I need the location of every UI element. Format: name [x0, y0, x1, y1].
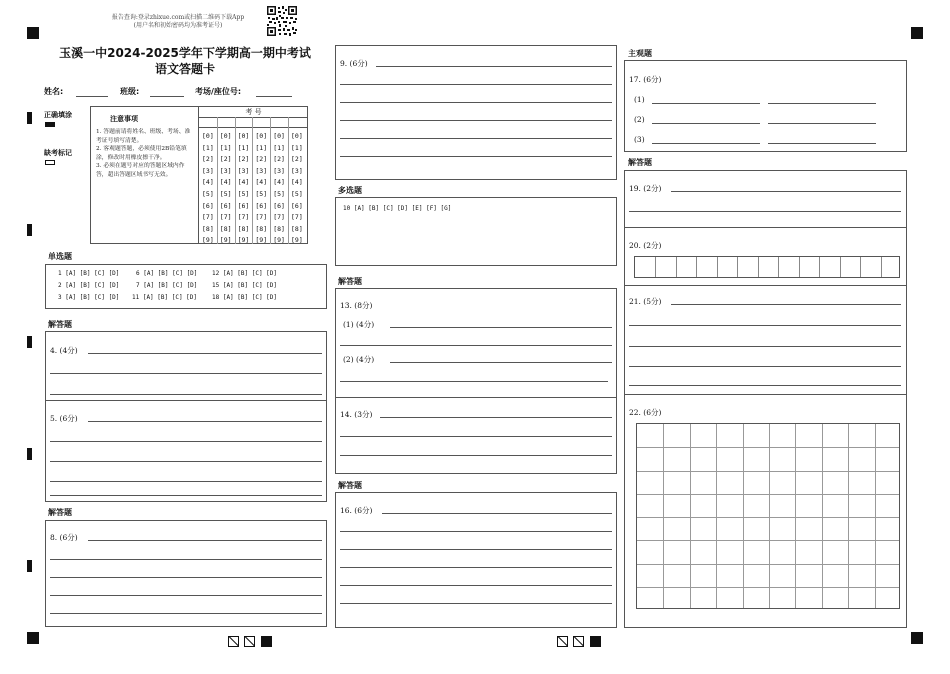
- exam-number-digit-bubble[interactable]: [0]: [291, 132, 303, 140]
- student-info-row: [44, 86, 63, 97]
- grid-line: [860, 257, 861, 277]
- answer-section-title: 解答题: [628, 158, 652, 167]
- grid-line: [795, 424, 796, 608]
- class-label: 班级:: [120, 87, 140, 96]
- name-field[interactable]: [76, 96, 108, 97]
- answer-line[interactable]: [382, 513, 612, 514]
- note-item: 2. 客观题答题，必须使用2B铅笔填涂，修改时用橡皮擦干净。: [96, 146, 187, 161]
- answer-line[interactable]: [652, 143, 760, 144]
- question-16-label: 16. (6分): [340, 506, 373, 515]
- question-17-1-label: (1): [634, 95, 645, 104]
- grid-line: [637, 540, 899, 541]
- exam-number-digit-bubble[interactable]: [0]: [202, 132, 214, 140]
- question-9-label: 9. (6分): [340, 59, 368, 68]
- report-notice-line1: 报告查询:登录zhixue.com或扫描二维码下载App: [111, 14, 245, 21]
- multi-choice-title: 多选题: [338, 186, 362, 195]
- exam-number-digit-bubble[interactable]: [5]: [255, 189, 268, 198]
- exam-number-digit-bubble[interactable]: [3]: [291, 166, 303, 175]
- answer-section-title: 解答题: [48, 320, 72, 329]
- exam-number-digit-bubble[interactable]: [1]: [237, 143, 250, 152]
- grid-line: [655, 257, 656, 277]
- question-8-label: 8. (6分): [50, 533, 78, 542]
- grid-line: [822, 424, 823, 608]
- answer-section-title: 解答题: [48, 508, 72, 517]
- exam-number-column-divider: [288, 117, 289, 244]
- answer-line[interactable]: [340, 102, 612, 103]
- answer-line[interactable]: [88, 353, 322, 354]
- single-choice-option[interactable]: 12 [A] [B] [C] [D]: [212, 270, 278, 277]
- question-14-label: 14. (3分): [340, 410, 373, 419]
- exam-number-label-line: [199, 117, 308, 118]
- question-17-2-label: (2): [634, 115, 645, 124]
- question-divider: [624, 227, 907, 228]
- exam-number-digit-bubble[interactable]: [6]: [255, 201, 268, 210]
- answer-line[interactable]: [340, 436, 612, 437]
- page-mark-filled: [261, 636, 272, 647]
- correct-fill-sample: [45, 122, 55, 127]
- room-seat-field[interactable]: [256, 96, 292, 97]
- exam-number-digit-bubble[interactable]: [1]: [219, 143, 232, 152]
- exam-number-digit-bubble[interactable]: [4]: [237, 178, 250, 187]
- answer-box-q8: [45, 520, 327, 627]
- exam-number-digit-bubble[interactable]: [3]: [219, 166, 232, 175]
- exam-number-digit-bubble[interactable]: [6]: [237, 201, 250, 210]
- question-17-label: 17. (6分): [629, 75, 662, 84]
- question-divider: [45, 400, 327, 401]
- exam-number-digit-bubble[interactable]: [8]: [273, 224, 285, 233]
- grid-line: [637, 564, 899, 565]
- exam-number-digit-bubble[interactable]: [7]: [202, 213, 214, 222]
- page-mark-crossed: [244, 636, 255, 647]
- exam-number-digit-bubble[interactable]: [9]: [202, 236, 214, 245]
- exam-number-digit-bubble[interactable]: [3]: [273, 166, 285, 175]
- grid-line: [637, 517, 899, 518]
- exam-number-digit-bubble[interactable]: [2]: [237, 155, 250, 164]
- answer-line[interactable]: [340, 603, 612, 604]
- sheet-title-main: 玉溪一中2024-2025学年下学期高一期中考试: [59, 46, 311, 60]
- exam-number-digit-bubble[interactable]: [7]: [273, 213, 285, 222]
- timing-bar: [27, 224, 32, 236]
- answer-box-q4-q5: [45, 331, 327, 502]
- exam-number-digit-bubble[interactable]: [4]: [273, 178, 285, 187]
- grid-line: [637, 447, 899, 448]
- question-divider: [624, 285, 907, 286]
- exam-number-digit-bubble[interactable]: [7]: [237, 213, 250, 222]
- grid-line: [637, 494, 899, 495]
- note-item: 1. 答题前请将姓名、班级、考场、准考证号填写清楚。: [96, 129, 191, 144]
- exam-number-digit-bubble[interactable]: [1]: [273, 143, 285, 152]
- exam-number-column-divider: [270, 117, 271, 244]
- exam-number-digit-bubble[interactable]: [7]: [219, 213, 232, 222]
- single-choice-title: 单选题: [48, 252, 72, 261]
- report-notice-line2: (用户名和初始密码均为准考证号): [133, 22, 223, 29]
- timing-bar: [27, 112, 32, 124]
- answer-line[interactable]: [768, 103, 876, 104]
- answer-line[interactable]: [376, 66, 612, 67]
- exam-number-column[interactable]: [291, 131, 303, 247]
- corner-mark-bottom-right: [911, 632, 923, 644]
- exam-number-digit-bubble[interactable]: [2]: [255, 155, 268, 164]
- exam-number-column[interactable]: [238, 131, 250, 247]
- page-mark-crossed: [228, 636, 239, 647]
- exam-number-digit-bubble[interactable]: [8]: [291, 224, 303, 233]
- exam-number-digit-bubble[interactable]: [6]: [291, 201, 303, 210]
- answer-line[interactable]: [629, 211, 901, 212]
- single-choice-option[interactable]: 18 [A] [B] [C] [D]: [212, 294, 278, 301]
- question-21-label: 21. (5分): [629, 297, 662, 306]
- question-divider: [624, 394, 907, 395]
- answer-line[interactable]: [340, 585, 612, 586]
- exam-number-digit-bubble[interactable]: [2]: [273, 155, 285, 164]
- grid-line: [799, 257, 800, 277]
- exam-number-column[interactable]: [255, 131, 267, 247]
- exam-number-digit-bubble[interactable]: [4]: [291, 178, 303, 187]
- single-choice-option[interactable]: 2 [A] [B] [C] [D]: [58, 282, 120, 289]
- answer-section-title: 解答题: [338, 277, 362, 286]
- exam-number-digit-bubble[interactable]: [7]: [291, 213, 303, 222]
- name-label: 姓名:: [44, 87, 64, 96]
- exam-number-digit-bubble[interactable]: [8]: [255, 224, 268, 233]
- grid-line: [676, 257, 677, 277]
- answer-line[interactable]: [629, 325, 901, 326]
- answer-line[interactable]: [340, 531, 612, 532]
- exam-number-digit-bubble[interactable]: [1]: [291, 143, 303, 152]
- exam-number-digit-bubble[interactable]: [0]: [255, 132, 268, 140]
- exam-number-digit-bubble[interactable]: [2]: [219, 155, 232, 164]
- exam-number-column-divider: [235, 117, 236, 244]
- answer-line[interactable]: [50, 481, 322, 482]
- grid-line: [637, 471, 899, 472]
- exam-number-digit-bubble[interactable]: [4]: [219, 178, 232, 187]
- answer-section-title: 解答题: [338, 481, 362, 490]
- answer-line[interactable]: [340, 549, 612, 550]
- question-13-1-label: (1) (4分): [343, 320, 375, 329]
- exam-number-digit-bubble[interactable]: [4]: [255, 178, 268, 187]
- answer-line[interactable]: [340, 120, 612, 121]
- question-22-label: 22. (6分): [629, 408, 662, 417]
- answer-line[interactable]: [340, 567, 612, 568]
- answer-line[interactable]: [652, 123, 760, 124]
- exam-number-write-line: [199, 127, 308, 128]
- answer-line[interactable]: [88, 540, 322, 541]
- exam-number-label: 考 号: [245, 108, 262, 116]
- question-4-label: 4. (4分): [50, 346, 78, 355]
- grid-line: [819, 257, 820, 277]
- answer-line[interactable]: [340, 84, 612, 85]
- single-choice-option[interactable]: 3 [A] [B] [C] [D]: [58, 294, 120, 301]
- answer-line[interactable]: [50, 495, 322, 496]
- page-mark-crossed: [573, 636, 584, 647]
- exam-number-digit-bubble[interactable]: [9]: [219, 236, 232, 245]
- grid-line: [875, 424, 876, 608]
- answer-line[interactable]: [50, 559, 322, 560]
- answer-line[interactable]: [50, 461, 322, 462]
- exam-number-digit-bubble[interactable]: [4]: [202, 178, 214, 187]
- answer-line[interactable]: [390, 327, 612, 328]
- exam-number-digit-bubble[interactable]: [7]: [255, 213, 268, 222]
- timing-bar: [27, 336, 32, 348]
- exam-number-column-divider: [252, 117, 253, 244]
- page-mark-crossed: [557, 636, 568, 647]
- page-mark-filled: [590, 636, 601, 647]
- answer-line[interactable]: [380, 417, 612, 418]
- answer-line[interactable]: [629, 366, 901, 367]
- exam-number-digit-bubble[interactable]: [9]: [237, 236, 250, 245]
- grid-line: [881, 257, 882, 277]
- grid-line: [690, 424, 691, 608]
- answer-line[interactable]: [671, 304, 901, 305]
- absent-mark-label: 缺考标记: [44, 149, 72, 157]
- exam-number-digit-bubble[interactable]: [6]: [219, 201, 232, 210]
- exam-number-digit-bubble[interactable]: [0]: [273, 132, 285, 140]
- report-notice: [92, 14, 264, 30]
- exam-number-column[interactable]: [202, 131, 214, 247]
- exam-number-digit-bubble[interactable]: [0]: [237, 132, 250, 140]
- grid-line: [840, 257, 841, 277]
- exam-number-digit-bubble[interactable]: [5]: [202, 189, 214, 198]
- question-17-3-label: (3): [634, 135, 645, 144]
- answer-line[interactable]: [768, 123, 876, 124]
- multi-choice-option[interactable]: 10 [A] [B] [C] [D] [E] [F] [G]: [343, 205, 452, 212]
- exam-number-digit-bubble[interactable]: [8]: [237, 224, 250, 233]
- exam-number-digit-bubble[interactable]: [3]: [255, 166, 268, 175]
- grid-line: [848, 424, 849, 608]
- single-choice-option[interactable]: 11 [A] [B] [C] [D]: [132, 294, 198, 301]
- single-choice-option[interactable]: 7 [A] [B] [C] [D]: [136, 282, 198, 289]
- answer-line[interactable]: [671, 191, 901, 192]
- question-13-2-label: (2) (4分): [343, 355, 375, 364]
- question-13-label: 13. (8分): [340, 301, 373, 310]
- corner-mark-top-left: [27, 27, 39, 39]
- exam-number-digit-bubble[interactable]: [1]: [255, 143, 268, 152]
- absent-mark-box[interactable]: [45, 160, 55, 165]
- exam-number-digit-bubble[interactable]: [1]: [202, 143, 214, 152]
- exam-number-digit-bubble[interactable]: [3]: [237, 166, 250, 175]
- exam-number-digit-bubble[interactable]: [6]: [273, 201, 285, 210]
- answer-line[interactable]: [50, 613, 322, 614]
- exam-number-digit-bubble[interactable]: [5]: [273, 189, 285, 198]
- exam-number-digit-bubble[interactable]: [9]: [273, 236, 285, 245]
- grid-line: [717, 257, 718, 277]
- correct-fill-label: 正确填涂: [44, 111, 72, 119]
- grid-line: [637, 587, 899, 588]
- grid-line: [769, 424, 770, 608]
- answer-line[interactable]: [340, 345, 612, 346]
- answer-line[interactable]: [652, 103, 760, 104]
- answer-grid-q20[interactable]: [634, 256, 900, 278]
- exam-number-digit-bubble[interactable]: [8]: [219, 224, 232, 233]
- answer-box-q17: [624, 60, 907, 152]
- exam-number-digit-bubble[interactable]: [5]: [291, 189, 303, 198]
- exam-number-digit-bubble[interactable]: [5]: [219, 189, 232, 198]
- answer-line[interactable]: [629, 346, 901, 347]
- exam-number-digit-bubble[interactable]: [9]: [291, 236, 303, 245]
- answer-line[interactable]: [50, 441, 322, 442]
- exam-number-digit-bubble[interactable]: [6]: [202, 201, 214, 210]
- corner-mark-bottom-left: [27, 632, 39, 644]
- answer-line[interactable]: [50, 394, 322, 395]
- answer-line[interactable]: [50, 595, 322, 596]
- exam-number-column-divider: [217, 117, 218, 244]
- grid-line: [758, 257, 759, 277]
- exam-number-column[interactable]: [273, 131, 285, 247]
- grid-line: [737, 257, 738, 277]
- single-choice-option[interactable]: 1 [A] [B] [C] [D]: [58, 270, 120, 277]
- qr-code-icon[interactable]: [266, 5, 298, 37]
- exam-number-digit-bubble[interactable]: [9]: [255, 236, 268, 245]
- timing-bar: [27, 448, 32, 460]
- exam-number-digit-bubble[interactable]: [2]: [202, 155, 214, 164]
- question-20-label: 20. (2分): [629, 241, 662, 250]
- room-seat-label: 考场/座位号:: [195, 87, 242, 96]
- question-5-label: 5. (6分): [50, 414, 78, 423]
- answer-line[interactable]: [768, 143, 876, 144]
- exam-number-digit-bubble[interactable]: [5]: [237, 189, 250, 198]
- answer-line[interactable]: [340, 381, 608, 382]
- answer-grid-q22[interactable]: [636, 423, 900, 609]
- class-field[interactable]: [150, 96, 184, 97]
- exam-number-column[interactable]: [220, 131, 232, 247]
- exam-number-digit-bubble[interactable]: [3]: [202, 166, 214, 175]
- exam-number-digit-bubble[interactable]: [0]: [219, 132, 232, 140]
- grid-line: [696, 257, 697, 277]
- answer-line[interactable]: [390, 362, 612, 363]
- grid-line: [743, 424, 744, 608]
- subjective-title: 主观题: [628, 49, 652, 58]
- answer-line[interactable]: [88, 421, 322, 422]
- timing-bar: [27, 560, 32, 572]
- answer-line[interactable]: [50, 373, 322, 374]
- question-19-label: 19. (2分): [629, 184, 662, 193]
- single-choice-option[interactable]: 15 [A] [B] [C] [D]: [212, 282, 278, 289]
- notes-list: [96, 128, 194, 180]
- grid-line: [663, 424, 664, 608]
- single-choice-option[interactable]: 6 [A] [B] [C] [D]: [136, 270, 198, 277]
- notes-title: 注意事项: [110, 115, 138, 123]
- sheet-title-sub: 语文答题卡: [154, 62, 215, 76]
- answer-line[interactable]: [340, 455, 612, 456]
- exam-number-digit-bubble[interactable]: [2]: [291, 155, 303, 164]
- grid-line: [716, 424, 717, 608]
- grid-line: [778, 257, 779, 277]
- answer-line[interactable]: [629, 385, 901, 386]
- corner-mark-top-right: [911, 27, 923, 39]
- exam-number-digit-bubble[interactable]: [8]: [202, 224, 214, 233]
- question-divider: [335, 397, 617, 398]
- answer-line[interactable]: [340, 156, 612, 157]
- answer-line[interactable]: [50, 577, 322, 578]
- note-item: 3. 必须在题号对应的答题区域内作答，超出答题区域书写无效。: [96, 163, 185, 178]
- answer-line[interactable]: [340, 138, 612, 139]
